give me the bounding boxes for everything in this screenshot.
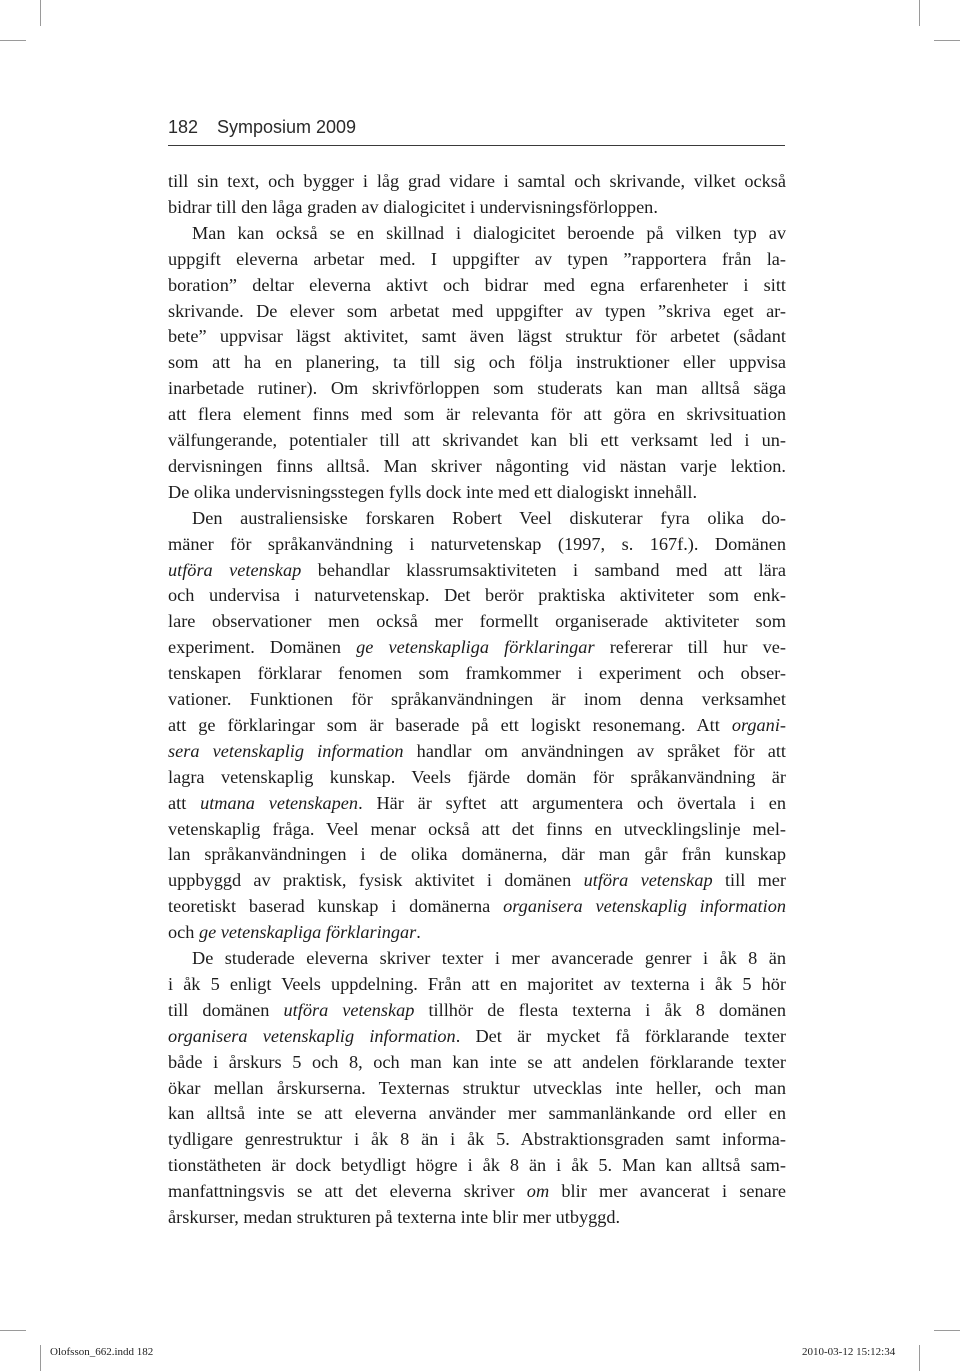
- text-line: [168, 531, 786, 557]
- text-line: [168, 608, 786, 634]
- text-run: vationer. Funktionen för språkanvändningen är inom denna verksamhet: [168, 689, 786, 709]
- text-line: [168, 505, 786, 531]
- text-line: [168, 1126, 786, 1152]
- page-number: 182: [168, 117, 199, 137]
- crop-mark: [0, 1330, 26, 1331]
- text-run: Den australiensiske forskaren Robert Veel diskuterar fyra olika do-: [192, 507, 786, 528]
- italic-term: organisera vetenskaplig information: [168, 1025, 456, 1046]
- text-run: årskurser, medan strukturen på texterna inte blir mer utbyggd.: [168, 1207, 621, 1227]
- italic-term: sera vetenskaplig information: [168, 740, 404, 761]
- text-line: [168, 272, 786, 298]
- text-run: . Här är syftet att argumentera och övertala i en: [358, 792, 786, 813]
- text-line: [168, 712, 786, 738]
- text-run: experiment. Domänen: [168, 637, 357, 658]
- text-run: . Det är mycket få förklarande texter: [455, 1025, 786, 1046]
- text-line: [168, 323, 786, 349]
- text-run: lare observationer men också mer formellt organiserade aktiviteter som: [168, 611, 786, 632]
- text-run: teoretiskt baserad kunskap i domänerna: [168, 896, 504, 917]
- text-run: tenskapen förklarar fenomen som framkommer i experiment och obser-: [168, 663, 786, 684]
- text-line: [168, 168, 786, 194]
- text-run: refererar till hur ve-: [594, 637, 786, 658]
- text-line: [168, 971, 786, 997]
- italic-term: utmana vetenskapen: [200, 792, 359, 813]
- slug-datetime: 2010-03-12 15:12:34: [802, 1346, 896, 1358]
- text-line: [168, 945, 786, 971]
- crop-mark: [934, 40, 960, 41]
- text-line: [168, 997, 786, 1023]
- text-run: i åk 5 enligt Veels uppdelning. Från att en majoritet av texterna i åk 5 hör: [168, 973, 786, 994]
- text-line: [168, 841, 786, 867]
- italic-term: organisera vetenskaplig information: [503, 896, 786, 917]
- text-line: [168, 686, 786, 712]
- text-run: tydligare genrestruktur i åk 8 än i åk 5. Abstraktionsgraden samt informa-: [168, 1129, 786, 1150]
- text-line: [168, 764, 786, 790]
- text-run: tillhör de flesta texterna i åk 8 domänen: [414, 999, 786, 1020]
- text-line: [168, 375, 786, 401]
- crop-mark: [40, 0, 41, 26]
- text-line: [168, 582, 786, 608]
- text-line: [168, 1023, 786, 1049]
- text-run: bidrar till den låga graden av dialogicitet i undervisningsförloppen.: [168, 196, 658, 217]
- crop-mark: [919, 1345, 920, 1371]
- text-run: och undervisa i naturvetenskap. Det berör praktiska aktiviteter som enk-: [168, 585, 786, 606]
- text-line: [168, 816, 786, 842]
- crop-mark: [934, 1330, 960, 1331]
- text-line: [168, 220, 786, 246]
- text-line: [168, 919, 786, 945]
- text-run: ökar mellan årskurserna. Texternas struktur utvecklas inte heller, och man: [168, 1077, 786, 1098]
- text-run: handlar om användningen av språket för att: [403, 740, 786, 761]
- text-line: [168, 790, 786, 816]
- italic-term: om: [526, 1181, 550, 1202]
- text-run: blir mer avancerat i senare: [549, 1181, 786, 1202]
- text-line: [168, 401, 786, 427]
- text-run: att: [168, 792, 201, 813]
- text-run: mäner för språkanvändning i naturvetenskap (1997, s. 167f.). Domänen: [168, 533, 786, 554]
- italic-term: organi-: [731, 714, 786, 735]
- text-line: [168, 1204, 786, 1230]
- crop-mark: [0, 40, 26, 41]
- text-line: [168, 867, 786, 893]
- text-run: som att ha en planering, ta till sig och följa instruktioner eller uppvisa: [168, 352, 786, 373]
- crop-mark: [919, 0, 920, 26]
- text-run: välfungerande, potentialer till att skrivandet kan bli ett verksamt led i un-: [168, 430, 786, 450]
- text-line: [168, 557, 786, 583]
- text-run: De studerade eleverna skriver texter i mer avancerade genrer i åk 8 än: [192, 948, 786, 968]
- italic-term: ge vetenskapliga förklaringar: [356, 637, 595, 658]
- text-run: både i årskurs 5 och 8, och man kan inte se att andelen förklarande texter: [168, 1051, 786, 1072]
- text-run: att ge förklaringar som är baserade på ett logiskt resonemang. Att: [168, 714, 732, 735]
- text-line: [168, 349, 786, 375]
- text-line: [168, 246, 786, 272]
- text-run: manfattningsvis se att det eleverna skriver: [168, 1181, 527, 1202]
- text-run: inarbetade rutiner). Om skrivförloppen som studerats kan man alltså säga: [168, 378, 786, 399]
- text-run: behandlar klassrumsaktiviteten i samband med att lära: [301, 559, 786, 580]
- text-run: lan språkanvändningen i de olika domänerna, där man går från kunskap: [168, 844, 786, 865]
- text-run: tionstätheten är dock betydligt högre i åk 8 än i åk 5. Man kan alltså sam-: [168, 1155, 786, 1176]
- italic-term: utföra vetenskap: [583, 870, 713, 891]
- text-run: till mer: [712, 870, 786, 891]
- text-line: [168, 660, 786, 686]
- italic-term: ge vetenskapliga förklaringar: [198, 922, 417, 943]
- italic-term: utföra vetenskap: [168, 559, 302, 580]
- text-line: [168, 738, 786, 764]
- text-run: De olika undervisningsstegen fylls dock inte med ett dialogiskt innehåll.: [168, 481, 698, 502]
- running-head: Symposium 2009: [217, 117, 357, 137]
- text-run: lagra vetenskaplig kunskap. Veels fjärde domän för språkanvändning är: [168, 766, 786, 787]
- text-line: [168, 1075, 786, 1101]
- text-run: kan alltså inte se att eleverna använder mer sammanlänkande ord eller en: [168, 1103, 786, 1124]
- text-run: bete” uppvisar lägst aktivitet, samt även lägst struktur för arbetet (sådant: [168, 326, 786, 347]
- text-run: uppbyggd av praktisk, fysisk aktivitet i domänen: [168, 870, 584, 891]
- text-line: [168, 1152, 786, 1178]
- text-line: [168, 1049, 786, 1075]
- text-run: till sin text, och bygger i låg grad vidare i samtal och skrivande, vilket också: [168, 171, 786, 191]
- text-line: [168, 453, 786, 479]
- text-run: Man kan också se en skillnad i dialogicitet beroende på vilken typ av: [192, 222, 786, 243]
- text-run: skrivande. De elever som arbetat med uppgifter av typen ”skriva eget ar-: [168, 300, 786, 321]
- text-line: [168, 1178, 786, 1204]
- running-header: [168, 112, 785, 146]
- text-run: vetenskaplig fråga. Veel menar också att det finns en utvecklingslinje mel-: [168, 818, 786, 839]
- italic-term: utföra vetenskap: [283, 999, 415, 1020]
- text-line: [168, 1100, 786, 1126]
- slug-file: Olofsson_662.indd 182: [50, 1346, 154, 1358]
- text-run: och: [168, 922, 199, 943]
- crop-mark: [40, 1345, 41, 1371]
- text-run: att flera element finns med som är relevanta för att göra en skrivsituation: [168, 404, 786, 425]
- text-run: boration” deltar eleverna aktivt och bidrar med egna erfarenheter i sitt: [168, 274, 786, 295]
- text-line: [168, 298, 786, 324]
- text-run: dervisningen finns alltså. Man skriver någonting vid nästan varje lektion.: [168, 455, 786, 476]
- text-line: [168, 194, 786, 220]
- text-line: [168, 479, 786, 505]
- text-run: uppgift eleverna arbetar med. I uppgifter av typen ”rapportera från la-: [168, 248, 786, 269]
- text-run: till domänen: [168, 999, 284, 1020]
- text-run: .: [416, 922, 421, 943]
- text-line: [168, 893, 786, 919]
- text-line: [168, 427, 786, 453]
- text-line: [168, 634, 786, 660]
